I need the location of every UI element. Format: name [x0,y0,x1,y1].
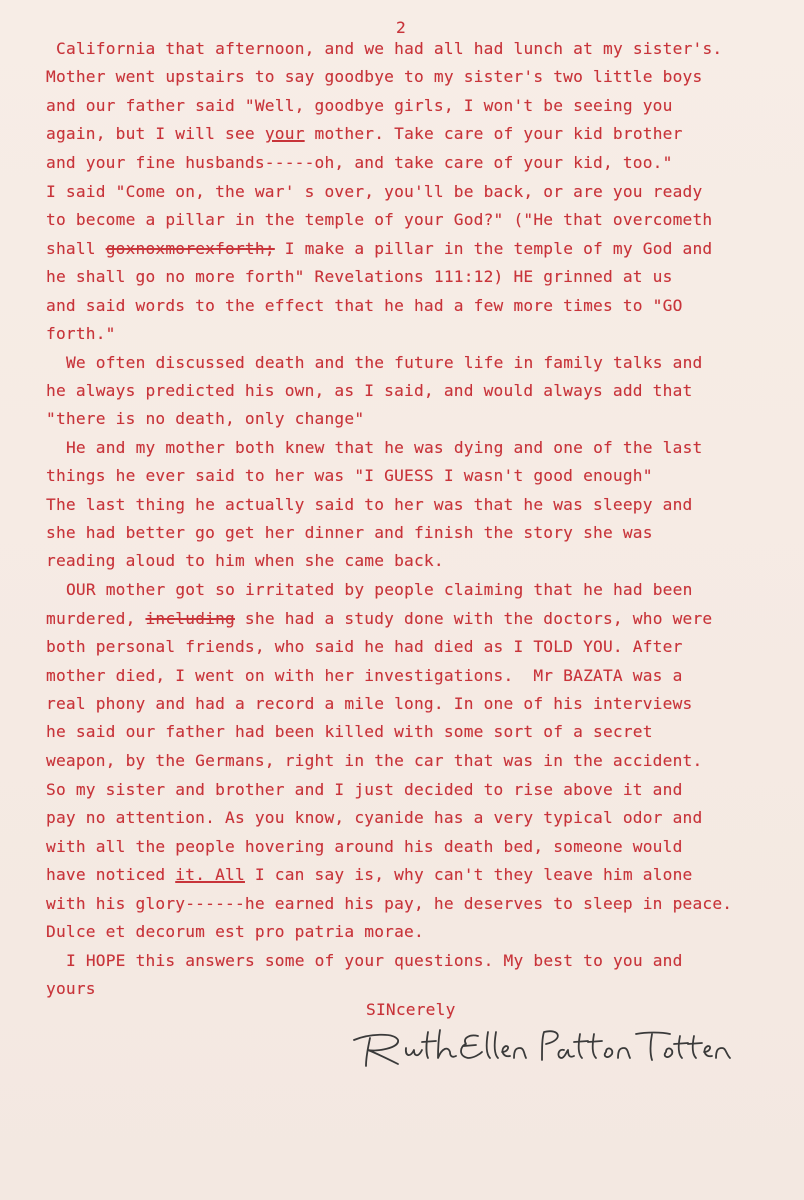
body-line: reading aloud to him when she came back. [46,551,444,570]
struck-text: goxnoxmorexforth; [105,239,275,258]
body-line: real phony and had a record a mile long. In one of his interviews [46,694,693,713]
handwritten-signature [350,1026,734,1072]
body-line: and your fine husbands-----oh, and take care of your kid, too." [46,153,673,172]
body-line: have noticed it. All I can say is, why can't they leave him alone [46,865,693,884]
body-line: yours [46,979,96,998]
closing: SINcerely [366,1000,456,1019]
body-line: with all the people hovering around his death bed, someone would [46,837,683,856]
struck-text: including [145,609,235,628]
underlined-word: your [264,124,305,143]
underlined-word: it. All [175,865,245,884]
body-line: forth." [46,324,116,343]
body-line: The last thing he actually said to her was that he was sleepy and [46,495,693,514]
body-line: shall goxnoxmorexforth; I make a pillar in the temple of my God and [46,239,713,258]
body-line: "there is no death, only change" [46,409,365,428]
body-line: he shall go no more forth" Revelations 111:12) HE grinned at us [46,267,673,286]
body-line: and our father said "Well, goodbye girls, I won't be seeing you [46,96,673,115]
body-line: Mother went upstairs to say goodbye to my sister's two little boys [46,67,703,86]
body-line: he said our father had been killed with some sort of a secret [46,722,653,741]
body-line: things he ever said to her was "I GUESS I wasn't good enough" [46,466,653,485]
body-line: He and my mother both knew that he was dying and one of the last [56,438,703,457]
body-line: with his glory------he earned his pay, he deserves to sleep in peace. [46,894,733,913]
body-line: weapon, by the Germans, right in the car that was in the accident. [46,751,703,770]
body-line: I said "Come on, the war' s over, you'll be back, or are you ready [46,182,703,201]
body-line: So my sister and brother and I just decided to rise above it and [46,780,683,799]
body-line: OUR mother got so irritated by people claiming that he had been [56,580,693,599]
body-line: again, but I will see your mother. Take care of your kid brother [46,124,683,143]
body-line: California that afternoon, and we had all had lunch at my sister's. [56,39,723,58]
body-line: We often discussed death and the future life in family talks and [56,353,703,372]
body-line: I HOPE this answers some of your questions. My best to you and [56,951,683,970]
body-line: murdered, including she had a study done with the doctors, who were [46,609,713,628]
body-line: she had better go get her dinner and finish the story she was [46,523,653,542]
body-line: and said words to the effect that he had a few more times to "GO [46,296,683,315]
body-line: pay no attention. As you know, cyanide has a very typical odor and [46,808,703,827]
page-number: 2 [396,18,406,37]
body-line: he always predicted his own, as I said, and would always add that [46,381,693,400]
body-line: mother died, I went on with her investigations. Mr BAZATA was a [46,666,683,685]
body-line: both personal friends, who said he had died as I TOLD YOU. After [46,637,683,656]
body-line: to become a pillar in the temple of your God?" ("He that overcometh [46,210,713,229]
body-line: Dulce et decorum est pro patria morae. [46,922,424,941]
